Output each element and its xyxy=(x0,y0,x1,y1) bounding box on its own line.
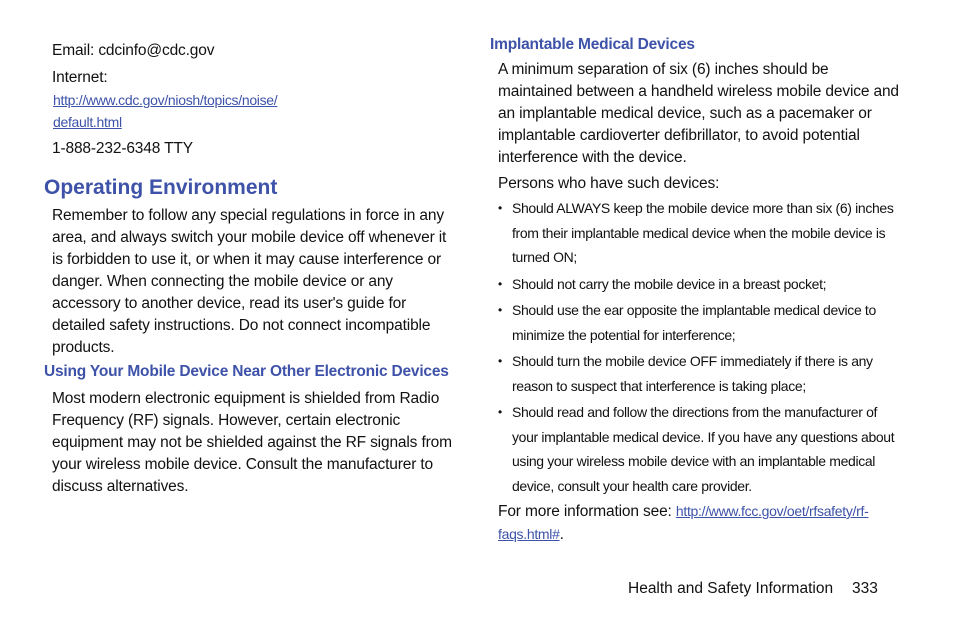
list-item-text: Should ALWAYS keep the mobile device more than six (6) inches from their implantable medical device when the mobile device is turned ON; xyxy=(512,200,894,265)
page-number: 333 xyxy=(852,580,878,597)
more-info-prefix: For more information see: xyxy=(498,503,676,520)
operating-environment-paragraph: Remember to follow any special regulations in force in any area, and always switch your mobile device off whenever it is forbidden to use it, or when it may cause interference or danger. When connecting the mobile device or any accessory to another device, read its user's guide for detailed safety instructions. Do not connect incompatible products. xyxy=(52,207,447,356)
right-column xyxy=(490,34,900,546)
bullet-icon: • xyxy=(498,405,502,419)
footer-section-title: Health and Safety Information xyxy=(628,580,834,597)
list-item-text: Should read and follow the directions from the manufacturer of your implantable medical device. If you have any questions about using your wireless mobile device with an implantable medical device, consult your health care provider. xyxy=(512,404,895,494)
implantable-devices-heading: Implantable Medical Devices xyxy=(490,36,695,53)
fcc-rfsafety-link[interactable]: http://www.fcc.gov/oet/rfsafety/rf-faqs.html# xyxy=(498,503,869,542)
contact-email: Email: cdcinfo@cdc.gov xyxy=(52,42,215,59)
list-item xyxy=(498,272,900,297)
implantable-precautions-list xyxy=(490,196,900,498)
bullet-icon: • xyxy=(498,354,502,368)
persons-intro: Persons who have such devices: xyxy=(498,175,720,192)
list-item xyxy=(498,400,900,498)
bullet-icon: • xyxy=(498,276,502,291)
more-info xyxy=(490,500,900,546)
list-item xyxy=(498,196,900,270)
bullet-icon: • xyxy=(498,201,502,215)
page-footer xyxy=(628,578,888,600)
operating-environment-heading: Operating Environment xyxy=(44,176,278,199)
list-item xyxy=(498,349,900,398)
left-column xyxy=(44,40,454,498)
contact-phone: 1-888-232-6348 TTY xyxy=(52,140,193,157)
contact-internet-label: Internet: xyxy=(52,69,108,86)
cdc-noise-link-line2[interactable]: default.html xyxy=(53,114,122,130)
implantable-devices-paragraph: A minimum separation of six (6) inches should be maintained between a handheld wireless mobile device and an implantable medical device, such as a pacemaker or implantable cardioverter defibrillator, to avoid potential interference with the device. xyxy=(498,61,899,166)
electronic-devices-heading: Using Your Mobile Device Near Other Electronic Devices xyxy=(44,363,449,380)
list-item-text: Should use the ear opposite the implantable medical device to minimize the potential for interference; xyxy=(512,302,876,343)
list-item xyxy=(498,298,900,347)
bullet-icon: • xyxy=(498,303,502,317)
more-info-suffix: . xyxy=(559,526,564,543)
cdc-noise-link-line1[interactable]: http://www.cdc.gov/niosh/topics/noise/ xyxy=(53,92,278,108)
list-item-text: Should not carry the mobile device in a breast pocket; xyxy=(512,275,827,292)
list-item-text: Should turn the mobile device OFF immediately if there is any reason to suspect that interference is taking place; xyxy=(512,353,873,394)
electronic-devices-paragraph: Most modern electronic equipment is shielded from Radio Frequency (RF) signals. However, certain electronic equipment may not be shielded against the RF signals from your wireless mobile device. Consult the manufacturer to discuss alternatives. xyxy=(52,390,452,495)
